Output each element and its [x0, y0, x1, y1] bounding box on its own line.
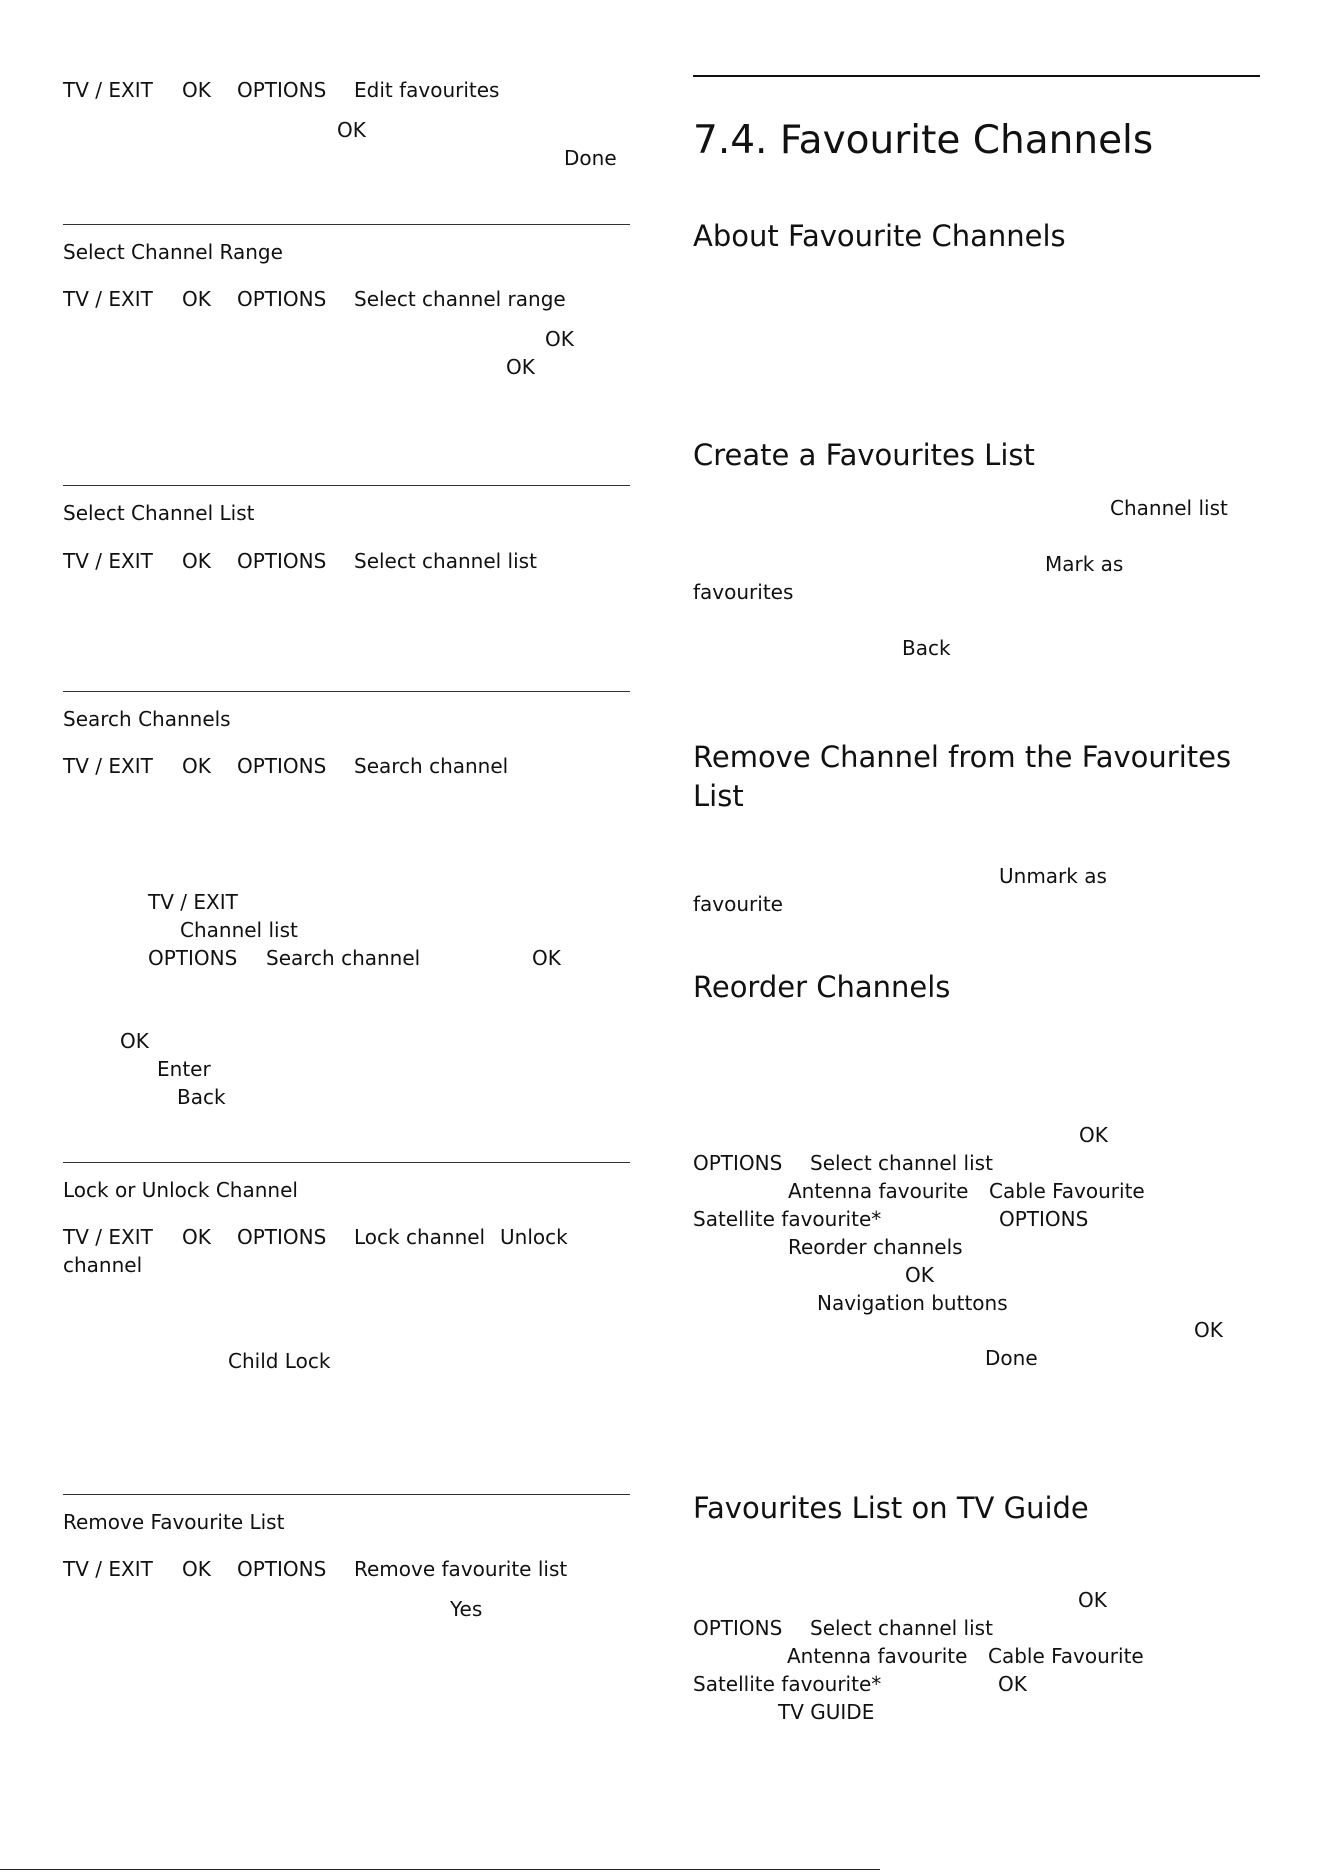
ok-label: OK: [506, 355, 535, 379]
path-options: OPTIONS: [237, 78, 327, 102]
subheading-remove-favourite-list: Remove Favourite List: [63, 1510, 285, 1534]
ok-label: OK: [1194, 1318, 1223, 1342]
section-divider: [63, 691, 630, 692]
favourites-label: favourites: [693, 580, 794, 604]
done-label: Done: [564, 146, 617, 170]
path-options: OPTIONS: [237, 287, 327, 311]
antenna-favourite-label: Antenna favourite: [788, 1179, 969, 1203]
reorder-channels-label: Reorder channels: [788, 1235, 963, 1259]
path-options: OPTIONS: [237, 1225, 327, 1249]
path-lock-channel: Lock channel: [354, 1225, 486, 1249]
step-channel-list: Channel list: [180, 918, 298, 942]
path-edit-favourites: Edit favourites: [354, 78, 500, 102]
path-select-channel-range: Select channel range: [354, 287, 566, 311]
satellite-favourite-label: Satellite favourite*: [693, 1672, 882, 1696]
section-divider: [63, 224, 630, 225]
heading-about-favourite-channels: About Favourite Channels: [693, 219, 1066, 253]
heading-reorder-channels: Reorder Channels: [693, 970, 951, 1004]
ok-label: OK: [337, 118, 366, 142]
path-options: OPTIONS: [237, 1557, 327, 1581]
subheading-select-channel-list: Select Channel List: [63, 501, 255, 525]
path-remove-favourite-list: Remove favourite list: [354, 1557, 568, 1581]
path-channel: channel: [63, 1253, 143, 1277]
ok-label: OK: [998, 1672, 1027, 1696]
ok-label: OK: [905, 1263, 934, 1287]
unmark-as-label: Unmark as: [999, 864, 1107, 888]
heading-remove-channel-line2: List: [693, 779, 744, 813]
subheading-select-channel-range: Select Channel Range: [63, 240, 283, 264]
path-tv-exit: TV / EXIT: [63, 1225, 153, 1249]
subheading-search-channels: Search Channels: [63, 707, 231, 731]
path-search-channel: Search channel: [354, 754, 509, 778]
step-enter: Enter: [157, 1057, 211, 1081]
path-tv-exit: TV / EXIT: [63, 1557, 153, 1581]
path-ok: OK: [182, 1225, 211, 1249]
mark-as-label: Mark as: [1045, 552, 1124, 576]
satellite-favourite-label: Satellite favourite*: [693, 1207, 882, 1231]
cable-favourite-label: Cable Favourite: [988, 1644, 1144, 1668]
column-top-rule: [693, 75, 1260, 77]
done-label: Done: [985, 1346, 1038, 1370]
channel-list-label: Channel list: [1110, 496, 1228, 520]
options-label: OPTIONS: [999, 1207, 1089, 1231]
subheading-lock-unlock-channel: Lock or Unlock Channel: [63, 1178, 298, 1202]
section-divider: [63, 1494, 630, 1495]
step-search-channel: Search channel: [266, 946, 421, 970]
path-tv-exit: TV / EXIT: [63, 549, 153, 573]
path-unlock: Unlock: [500, 1225, 568, 1249]
path-options: OPTIONS: [237, 549, 327, 573]
heading-favourites-list-tv-guide: Favourites List on TV Guide: [693, 1491, 1089, 1525]
tv-guide-label: TV GUIDE: [778, 1700, 875, 1724]
path-select-channel-list: Select channel list: [354, 549, 537, 573]
ok-label: OK: [1079, 1123, 1108, 1147]
select-channel-list-label: Select channel list: [810, 1616, 993, 1640]
step-ok: OK: [120, 1029, 149, 1053]
step-tv-exit: TV / EXIT: [148, 890, 238, 914]
yes-label: Yes: [450, 1597, 483, 1621]
options-label: OPTIONS: [693, 1616, 783, 1640]
favourite-label: favourite: [693, 892, 783, 916]
step-options: OPTIONS: [148, 946, 238, 970]
antenna-favourite-label: Antenna favourite: [787, 1644, 968, 1668]
back-label: Back: [902, 636, 951, 660]
path-tv-exit: TV / EXIT: [63, 754, 153, 778]
path-ok: OK: [182, 754, 211, 778]
step-back: Back: [177, 1085, 226, 1109]
section-divider: [63, 1162, 630, 1163]
section-divider: [63, 485, 630, 486]
select-channel-list-label: Select channel list: [810, 1151, 993, 1175]
step-ok: OK: [532, 946, 561, 970]
heading-create-favourites-list: Create a Favourites List: [693, 438, 1035, 472]
ok-label: OK: [1078, 1588, 1107, 1612]
path-ok: OK: [182, 78, 211, 102]
path-ok: OK: [182, 287, 211, 311]
path-tv-exit: TV / EXIT: [63, 78, 153, 102]
cable-favourite-label: Cable Favourite: [989, 1179, 1145, 1203]
heading-remove-channel-line1: Remove Channel from the Favourites: [693, 740, 1232, 774]
path-tv-exit: TV / EXIT: [63, 287, 153, 311]
path-ok: OK: [182, 1557, 211, 1581]
child-lock-label: Child Lock: [228, 1349, 331, 1373]
navigation-buttons-label: Navigation buttons: [817, 1291, 1008, 1315]
section-title: 7.4. Favourite Channels: [693, 118, 1154, 163]
options-label: OPTIONS: [693, 1151, 783, 1175]
path-options: OPTIONS: [237, 754, 327, 778]
ok-label: OK: [545, 327, 574, 351]
path-ok: OK: [182, 549, 211, 573]
footer-rule: [0, 1869, 880, 1870]
